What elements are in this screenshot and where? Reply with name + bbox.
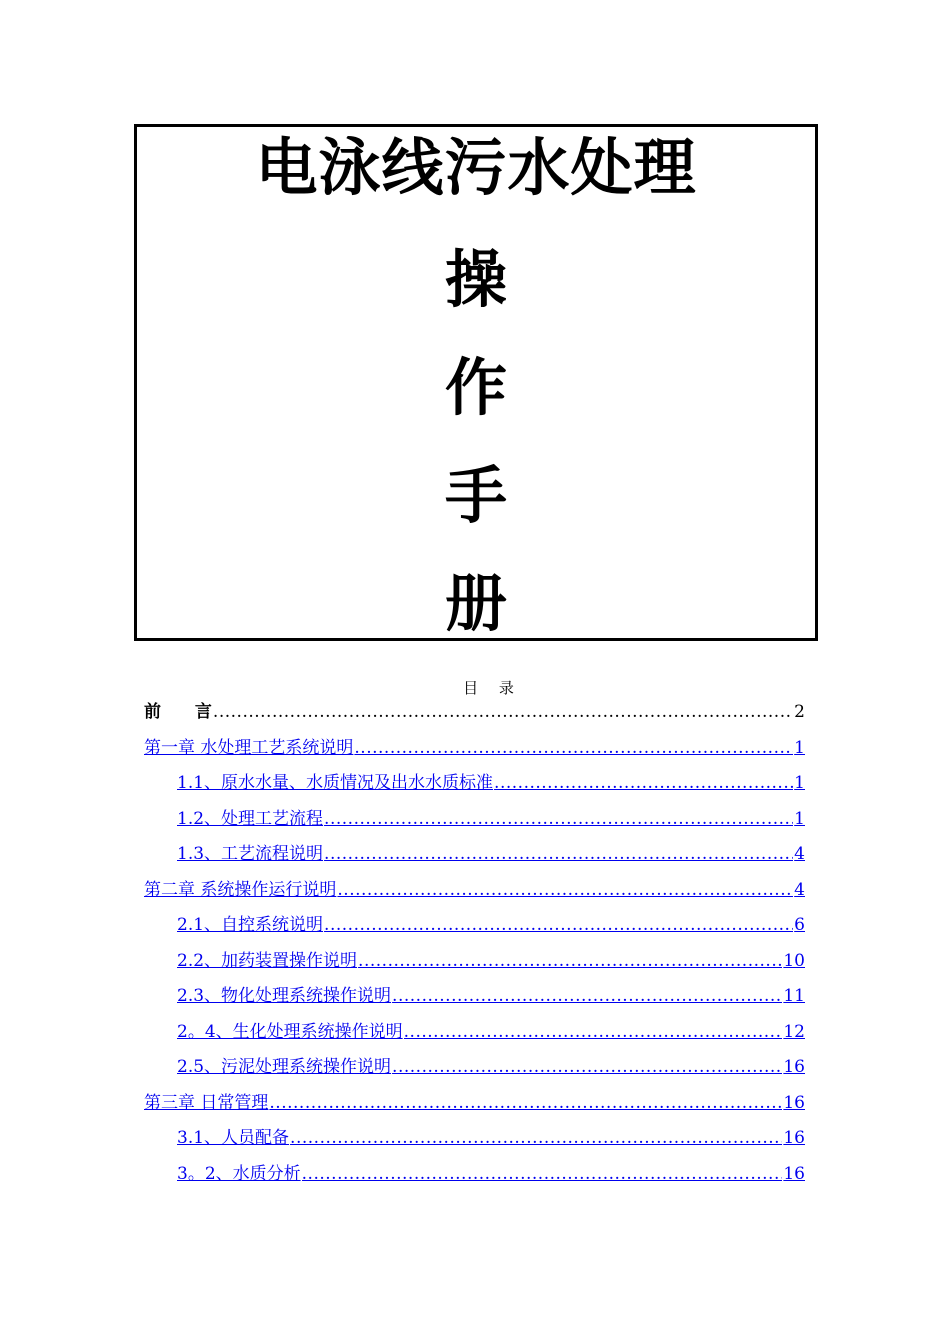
toc-dot-leader: [358, 949, 782, 973]
cover-title-box: [134, 124, 818, 641]
cover-title-char-1: 操: [444, 243, 507, 316]
toc-entry[interactable]: [144, 1091, 805, 1127]
toc-dot-leader: [354, 736, 793, 760]
toc-dot-leader: [324, 842, 793, 866]
toc-entry-page-number[interactable]: 10: [783, 950, 805, 971]
toc-entry-page-number[interactable]: 16: [783, 1163, 805, 1184]
toc-entry-label[interactable]: 1.3、工艺流程说明: [177, 844, 324, 864]
toc-entry-page-number[interactable]: 4: [794, 879, 805, 900]
toc-entry-page-number[interactable]: 12: [783, 1021, 805, 1042]
toc-entry[interactable]: [144, 807, 805, 843]
toc-dot-leader: [337, 878, 793, 902]
toc-dot-leader: [324, 807, 793, 831]
toc-entry[interactable]: [144, 949, 805, 985]
cover-title: 电泳线污水处理: [255, 131, 697, 204]
toc-entry-label[interactable]: 2.2、加药装置操作说明: [177, 950, 358, 971]
toc-dot-leader: [392, 984, 782, 1008]
toc-entry-label[interactable]: 2.1、自控系统说明: [177, 915, 324, 935]
toc-entry-page-number[interactable]: 16: [783, 1128, 805, 1148]
toc-dot-leader: [269, 1091, 782, 1115]
toc-entry[interactable]: [144, 842, 805, 878]
toc-dot-leader: [213, 700, 793, 724]
toc-entry-label[interactable]: 第三章 日常管理: [144, 1092, 269, 1113]
toc-entry[interactable]: [144, 736, 805, 772]
toc-entry-label[interactable]: 第二章 系统操作运行说明: [144, 879, 337, 900]
toc-entry[interactable]: [144, 1020, 805, 1056]
cover-title-char-3: 手: [444, 459, 507, 532]
toc-entry-page-number: 2: [794, 702, 805, 722]
toc-entry-page-number[interactable]: 6: [794, 915, 805, 935]
toc-dot-leader: [392, 1055, 782, 1079]
toc-entry[interactable]: [144, 771, 805, 807]
toc-dot-leader: [324, 913, 793, 937]
table-of-contents: [144, 700, 805, 1197]
toc-entry-label[interactable]: 2。4、生化处理系统操作说明: [177, 1021, 403, 1042]
toc-entry-label[interactable]: 3.1、人员配备: [177, 1128, 290, 1148]
cover-title-char-2: 作: [444, 351, 507, 424]
toc-entry: [144, 700, 805, 736]
toc-entry-page-number[interactable]: 1: [794, 808, 805, 829]
toc-entry[interactable]: [144, 1126, 805, 1162]
toc-entry-label[interactable]: 2.5、污泥处理系统操作说明: [177, 1057, 392, 1077]
toc-dot-leader: [290, 1126, 782, 1150]
toc-entry-label[interactable]: 1.2、处理工艺流程: [177, 808, 324, 829]
toc-entry-label[interactable]: 第一章 水处理工艺系统说明: [144, 737, 354, 758]
toc-entry-page-number[interactable]: 11: [783, 986, 805, 1006]
toc-entry-label: 前 言: [144, 702, 226, 722]
toc-entry[interactable]: [144, 1162, 805, 1198]
toc-heading: 目 录: [463, 679, 522, 697]
toc-entry-label[interactable]: 1.1、原水水量、水质情况及出水水质标准: [177, 773, 494, 793]
toc-entry-page-number[interactable]: 4: [794, 844, 805, 864]
toc-entry[interactable]: [144, 1055, 805, 1091]
toc-entry[interactable]: [144, 913, 805, 949]
toc-entry-label[interactable]: 2.3、物化处理系统操作说明: [177, 986, 392, 1006]
toc-entry[interactable]: [144, 878, 805, 914]
toc-dot-leader: [302, 1162, 783, 1186]
toc-dot-leader: [404, 1020, 783, 1044]
toc-entry[interactable]: [144, 984, 805, 1020]
cover-title-char-4: 册: [444, 567, 507, 640]
toc-entry-label[interactable]: 3。2、水质分析: [177, 1163, 301, 1184]
toc-entry-page-number[interactable]: 16: [783, 1057, 805, 1077]
toc-entry-page-number[interactable]: 16: [783, 1092, 805, 1113]
toc-dot-leader: [494, 771, 793, 795]
toc-entry-page-number[interactable]: 1: [794, 773, 805, 793]
toc-entry-page-number[interactable]: 1: [794, 737, 805, 758]
